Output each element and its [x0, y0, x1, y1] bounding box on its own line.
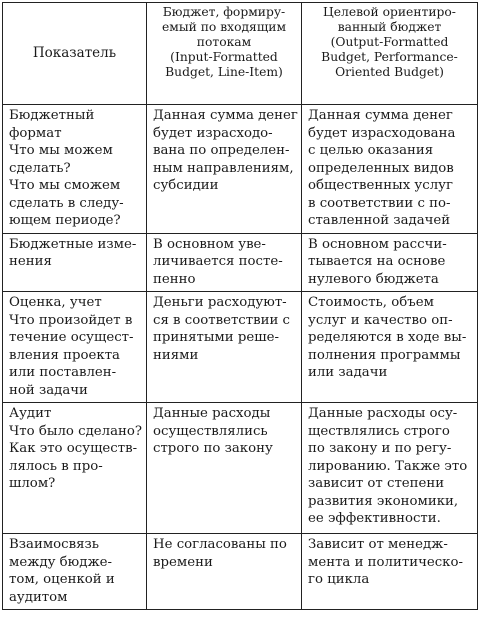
cell-text-line: Budget, Performance-	[321, 50, 458, 64]
cell-text-line: вана по определен-	[153, 143, 290, 158]
cell-text-line: развития экономики,	[308, 493, 459, 509]
cell-text-line: емый по входящим	[161, 20, 287, 34]
cell-text-line: тывается на основе	[308, 254, 446, 269]
cell-text-line: том, оценкой и	[9, 572, 115, 587]
cell-text-line: ся в соответствии с	[153, 312, 290, 328]
cell-text-line: ее эффективности.	[308, 511, 441, 526]
cell-input-budget-changes	[147, 233, 302, 292]
row-label-budget-format	[3, 105, 147, 234]
cell-text-line: Как это осуществ-	[9, 441, 138, 456]
row-label-evaluation	[3, 292, 147, 403]
cell-text-line: В основном рассчи-	[308, 236, 447, 252]
cell-input-evaluation	[147, 292, 302, 403]
table-header-row	[3, 3, 478, 105]
cell-text-line: аудитом	[9, 589, 68, 605]
cell-text-line: осуществлялись	[153, 423, 268, 439]
cell-text-line: или задачи	[308, 365, 388, 380]
cell-text-line: Что произойдет в	[9, 312, 133, 328]
cell-text-line: сделать в следу-	[9, 195, 124, 211]
cell-output-audit	[302, 403, 478, 534]
cell-text-line: лированию. Также это	[308, 458, 468, 474]
cell-text-line: потокам	[196, 35, 252, 49]
cell-text-line: субсидии	[153, 178, 219, 193]
cell-text-line: мента и политическо-	[308, 554, 463, 570]
document-page	[2, 2, 477, 610]
cell-text-line: полнения программы	[308, 347, 461, 363]
cell-text-line: услуг и качество оп-	[308, 312, 453, 328]
cell-input-relationship	[147, 534, 302, 610]
cell-text-line: Целевой ориентиро-	[323, 5, 456, 19]
cell-text-line: Данные расходы	[153, 406, 271, 421]
cell-input-audit	[147, 403, 302, 534]
cell-text-line: или поставлен-	[9, 365, 117, 380]
table-row	[3, 233, 478, 292]
table-row	[3, 403, 478, 534]
cell-text-line: В основном уве-	[153, 236, 266, 252]
table-row	[3, 292, 478, 403]
header-input-formatted-budget	[147, 3, 302, 105]
cell-text-line: будет израсходо-	[153, 125, 273, 141]
cell-text-line: Что мы можем	[9, 143, 113, 158]
cell-text-line: Данная сумма денег	[153, 108, 298, 123]
cell-text-line: (Input-Formatted	[170, 50, 278, 64]
cell-text-line: Взаимосвязь	[9, 537, 99, 552]
cell-text-line: Бюджет, формиру-	[162, 5, 286, 19]
header-indicator	[3, 3, 147, 105]
cell-text-line: вления проекта	[9, 347, 120, 363]
header-output-formatted-budget	[302, 3, 478, 105]
cell-text-line: сделать?	[9, 160, 71, 176]
cell-text-line: Данные расходы осу-	[308, 406, 458, 421]
cell-output-budget-format	[302, 105, 478, 234]
table-row	[3, 105, 478, 234]
cell-text-line: Бюджетный	[9, 108, 95, 123]
cell-text-line: Бюджетные изме-	[9, 236, 137, 252]
cell-text-line: Что было сделано?	[9, 423, 143, 439]
cell-text-line: ющем периоде?	[9, 213, 121, 228]
cell-text-line: ществлялись строго	[308, 423, 450, 439]
cell-text-line: между бюдже-	[9, 554, 113, 570]
cell-text-line: будет израсходована	[308, 125, 456, 141]
row-label-audit	[3, 403, 147, 534]
cell-text-line: принятыми реше-	[153, 330, 279, 345]
cell-text-line: ределяются в ходе вы-	[308, 330, 467, 345]
cell-text-line: в соответствии с по-	[308, 195, 451, 211]
row-label-relationship	[3, 534, 147, 610]
cell-text-line: нулевого бюджета	[308, 271, 439, 287]
cell-text-line: Не согласованы по	[153, 537, 287, 552]
cell-text-line: Деньги расходуют-	[153, 295, 287, 310]
cell-text-line: ной задачи	[9, 382, 88, 398]
cell-text-line: течение осущест-	[9, 330, 134, 345]
cell-text-line: Что мы сможем	[9, 178, 121, 193]
cell-text-line: Оценка, учет	[9, 295, 102, 310]
cell-text-line: определенных видов	[308, 160, 454, 176]
cell-text-line: ниями	[153, 347, 199, 363]
cell-text-line: личивается посте-	[153, 254, 283, 269]
cell-text-line: Показатель	[32, 44, 117, 61]
cell-text-line: формат	[9, 125, 62, 141]
cell-output-budget-changes	[302, 233, 478, 292]
cell-text-line: зависит от степени	[308, 476, 445, 491]
cell-text-line: шлом?	[9, 476, 56, 491]
cell-text-line: времени	[153, 554, 213, 570]
cell-text-line: Budget, Line-Item)	[165, 65, 283, 79]
cell-text-line: Стоимость, объем	[308, 295, 434, 310]
cell-text-line: ванный бюджет	[337, 20, 442, 34]
table-row	[3, 534, 478, 610]
cell-text-line: по закону и по регу-	[308, 441, 452, 456]
cell-input-budget-format	[147, 105, 302, 234]
row-label-budget-changes	[3, 233, 147, 292]
cell-text-line: Данная сумма денег	[308, 108, 453, 123]
cell-text-line: с целью оказания	[308, 143, 434, 158]
cell-text-line: го цикла	[308, 572, 370, 587]
cell-text-line: пенно	[153, 271, 196, 287]
cell-text-line: общественных услуг	[308, 178, 453, 193]
cell-text-line: ным направлениям,	[153, 160, 294, 176]
cell-text-line: строго по закону	[153, 441, 273, 456]
cell-text-line: ставленной задачей	[308, 213, 451, 228]
cell-text-line: нения	[9, 254, 52, 269]
cell-text-line: (Output-Formatted	[330, 35, 449, 49]
cell-text-line: Oriented Budget)	[335, 65, 444, 79]
cell-output-evaluation	[302, 292, 478, 403]
budget-comparison-table	[2, 2, 478, 610]
cell-text-line: лялось в про-	[9, 458, 103, 474]
cell-text-line: Зависит от менедж-	[308, 537, 448, 552]
cell-text-line: Аудит	[9, 406, 52, 421]
cell-output-relationship	[302, 534, 478, 610]
